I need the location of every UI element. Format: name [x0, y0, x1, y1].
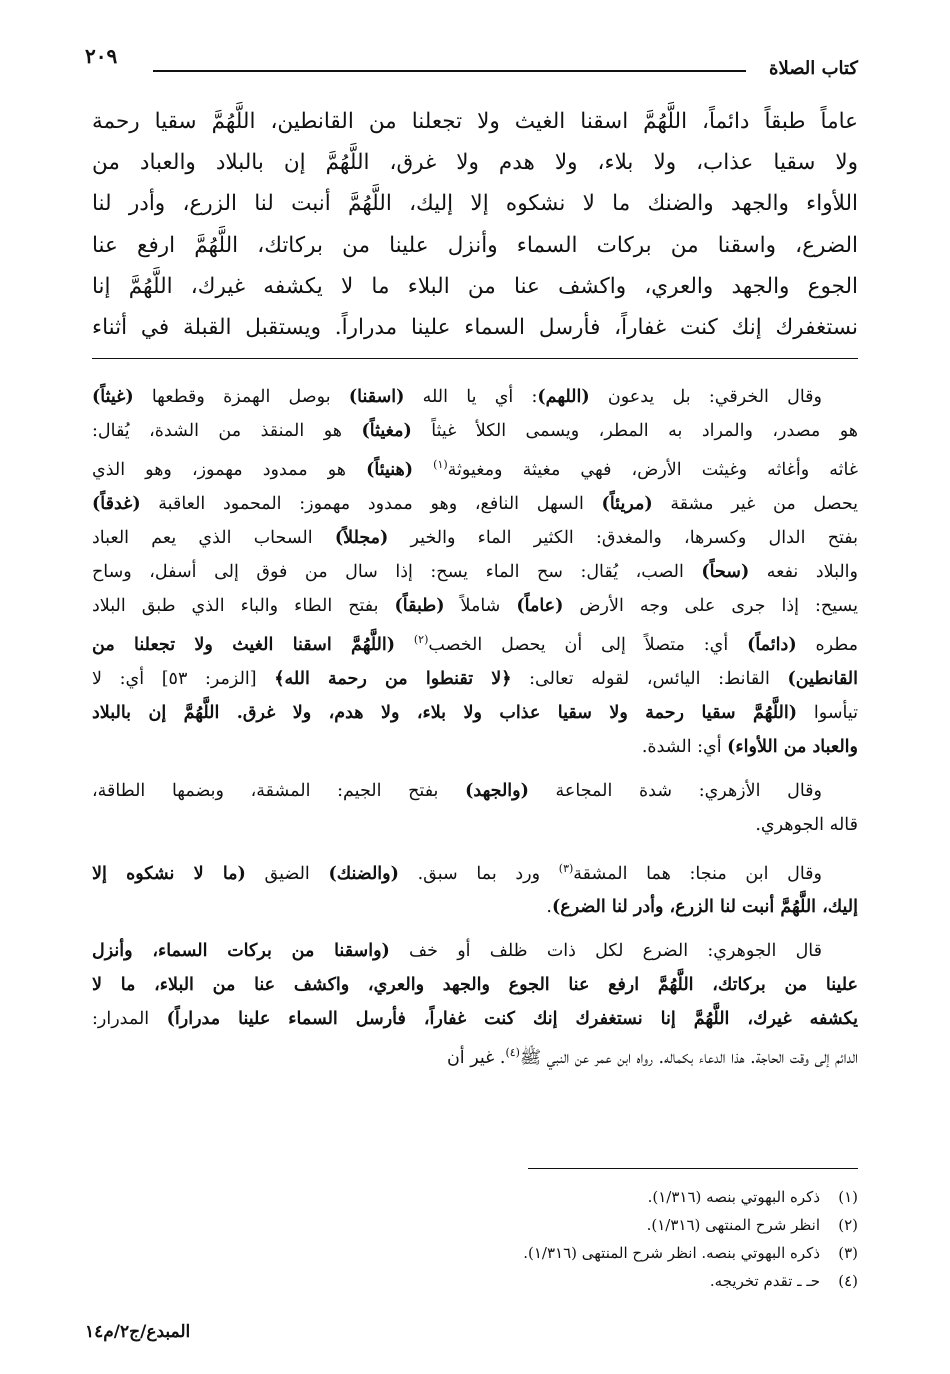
footnote-1: (١) ذكره البهوتي بنصه (١/٣١٦).	[647, 1188, 858, 1206]
text-run: السهل النافع، وهو ممدود مهموز: المحمود العاقبة	[140, 493, 602, 514]
commentary-line	[92, 487, 858, 521]
bold-quote: (سحاً)	[701, 561, 750, 582]
text-run: غاثه وأغاثه وغيثت الأرض، فهي مغيثة ومغيوثة	[447, 459, 859, 480]
commentary	[92, 380, 858, 1085]
bold-quote: القانطين)	[787, 668, 858, 689]
text-run: وقال الأزهري: شدة المجاعة	[528, 780, 823, 801]
commentary-line	[92, 696, 858, 730]
text-run: القانط: اليائس، لقوله تعالى:	[511, 668, 788, 689]
page-number: ٢٠٩	[85, 44, 118, 68]
commentary-line	[92, 968, 858, 1002]
text-run: الصب، يُقال: سح الماء يسح: إذا سال من فوق إلى أسفل، وساح	[92, 561, 702, 582]
text-run: والبلاد نفعه	[749, 561, 858, 582]
bold-quote: (اللَّهُمَّ اسقنا الغيث ولا تجعلنا من	[92, 634, 396, 655]
header-rule	[153, 70, 746, 72]
bold-quote: يكشفه غيرك، اللَّهُمَّ إنا نستغفرك إنك كنت غفاراً، فأرسل السماء علينا مدراراً)	[166, 1009, 858, 1030]
text-run: أي: الشدة.	[641, 736, 728, 757]
commentary-line	[92, 623, 858, 662]
text-run: وقال الخرقي: بل يدعون	[589, 387, 822, 407]
footnotes	[300, 1183, 858, 1295]
commentary-line	[92, 448, 858, 487]
text-run: .	[546, 897, 552, 918]
bold-quote: (عاماً)	[516, 595, 564, 616]
bold-quote: (مجللاً)	[334, 527, 389, 548]
text-run	[413, 460, 433, 480]
page-header	[85, 38, 858, 78]
bold-quote: (والجهد)	[465, 780, 529, 801]
commentary-line	[92, 808, 858, 842]
commentary-line	[92, 890, 858, 924]
commentary-paragraph-4	[92, 934, 858, 1075]
text-run: الدائم إلى وقت الحاجة. هذا الدعاء بكماله. رواه ابن عمر عن النبي ﷺ	[519, 1048, 858, 1069]
commentary-line	[92, 730, 858, 764]
main-text-line: الضرع، واسقنا من بركات السماء وأنزل علينا من بركاتك، اللَّهُمَّ ارفع عنا	[92, 232, 858, 258]
commentary-line	[92, 774, 858, 808]
commentary-paragraph-3	[92, 852, 858, 925]
text-run: الضيق	[245, 863, 329, 884]
text-run: . غير أن	[446, 1048, 506, 1069]
text-run: أي: متصلاً إلى أن يحصل الخصب	[428, 634, 748, 655]
text-run: قال الجوهري: الضرع لكل ذات ظلف أو خف	[389, 941, 822, 962]
bold-quote: ﴿لا تقنطوا من رحمة الله﴾	[274, 668, 512, 689]
footnote-ref: (٤)	[505, 1046, 520, 1060]
text-run: قاله الجوهري.	[755, 814, 858, 835]
text-run: وقال ابن منجا: هما المشقة	[573, 863, 822, 884]
bold-quote: والعباد من اللأواء)	[727, 736, 858, 757]
footnote-2: (٢) انظر شرح المنتهى (١/٣١٦).	[646, 1216, 858, 1234]
text-run: مطره	[796, 634, 858, 655]
commentary-line	[92, 521, 858, 555]
text-run: السحاب الذي يعم العباد	[92, 527, 335, 548]
text-run: بوصل الهمزة وقطعها	[133, 387, 349, 407]
text-run: شاملاً	[444, 595, 517, 616]
footnote-4: (٤) حـ ـ تقدم تخريجه.	[709, 1272, 858, 1290]
bold-quote: علينا من بركاتك، اللَّهُمَّ ارفع عنا الجوع والجهد والعري، واكشف عنا من البلاء، ما لا	[92, 975, 858, 996]
main-text-line: عاماً طبقاً دائماً، اللَّهُمَّ اسقنا الغيث ولا تجعلنا من القانطين، اللَّهُمَّ سقيا رحمة	[92, 109, 858, 134]
main-text-line: اللأواء والجهد والضنك ما لا نشكوه إلا إليك، اللَّهُمَّ أنبت لنا الزرع، وأدر لنا	[92, 191, 858, 217]
bold-quote: (طبقاً)	[394, 595, 445, 616]
bold-quote: (اسقنا)	[348, 387, 405, 407]
bold-quote: (والضنك)	[328, 863, 399, 884]
commentary-line	[92, 589, 858, 623]
signature-mark: المبدع/ج٢/م١٤	[85, 1322, 191, 1342]
text-run: تيأسوا	[797, 702, 858, 723]
text-run: يحصل من غير مشقة	[652, 493, 858, 514]
bold-quote: (ما لا نشكوه إلا	[92, 863, 246, 884]
commentary-line	[92, 1002, 858, 1036]
text-run	[395, 635, 414, 655]
bold-quote: (واسقنا من بركات السماء، وأنزل	[92, 941, 390, 962]
bold-quote: (هنيئاً)	[366, 459, 414, 480]
text-divider	[92, 358, 858, 359]
footnote-ref: (٣)	[558, 861, 574, 875]
commentary-line	[92, 414, 858, 448]
text-run: ورد بما سبق.	[398, 863, 559, 884]
bold-quote: (دائماً)	[747, 634, 797, 655]
text-run: [الزمر: ٥٣] أي: لا	[92, 668, 275, 689]
commentary-line	[92, 662, 858, 696]
main-text	[92, 101, 858, 348]
text-run: : أي يا الله	[404, 387, 538, 407]
footnote-ref: (٢)	[413, 632, 429, 646]
commentary-line	[92, 1036, 858, 1075]
commentary-line	[92, 934, 858, 968]
commentary-line	[92, 380, 858, 414]
bold-quote: إليك، اللَّهُمَّ أنبت لنا الزرع، وأدر لنا الضرع)	[551, 897, 858, 918]
main-text-line: نستغفرك إنك كنت غفاراً، فأرسل السماء علينا مدراراً. ويستقبل القبلة في أثناء	[92, 315, 858, 341]
bold-quote: (مريئاً)	[601, 493, 653, 514]
main-text-line: ولا سقيا عذاب، ولا بلاء، ولا هدم ولا غرق، اللَّهُمَّ إن بالبلاد والعباد من	[92, 150, 858, 176]
text-run: المدرار:	[92, 1009, 167, 1030]
footnote-rule	[528, 1168, 858, 1169]
bold-quote: (اللهم)	[537, 387, 590, 407]
text-run: بفتح الطاء والباء الذي طبق البلاد	[92, 595, 395, 616]
text-run: هو مصدر، والمراد به المطر، ويسمى الكلأ غيثاً	[411, 421, 858, 441]
text-run: يسيح: إذا جرى على وجه الأرض	[563, 595, 858, 616]
bold-quote: (اللَّهُمَّ سقيا رحمة ولا سقيا عذاب ولا بلاء، ولا هدم، ولا غرق. اللَّهُمَّ إن بالبلاد	[92, 702, 798, 723]
text-run: هو ممدود مهموز، وهو الذي	[92, 459, 367, 480]
bold-quote: (غدقاً)	[92, 493, 141, 514]
commentary-line	[92, 555, 858, 589]
text-run: هو المنقذ من الشدة، يُقال:	[92, 421, 362, 441]
bold-quote: (غيثاً)	[92, 387, 134, 407]
commentary-paragraph-2	[92, 774, 858, 842]
footnote-3: (٣) ذكره البهوتي بنصه. انظر شرح المنتهى (١/٣١٦).	[523, 1244, 858, 1262]
text-run: بفتح الدال وكسرها، والمغدق: الكثير الماء والخير	[388, 527, 858, 548]
bold-quote: (مغيثاً)	[361, 421, 412, 441]
main-text-line: الجوع والجهد والعري، واكشف عنا من البلاء ما لا يكشفه غيرك، اللَّهُمَّ إنا	[92, 273, 858, 299]
chapter-title: كتاب الصلاة	[769, 58, 858, 79]
commentary-line	[92, 852, 858, 891]
footnote-ref: (١)	[433, 458, 448, 471]
commentary-paragraph-1	[92, 380, 858, 764]
text-run: بفتح الجيم: المشقة، وبضمها الطاقة،	[92, 780, 466, 801]
